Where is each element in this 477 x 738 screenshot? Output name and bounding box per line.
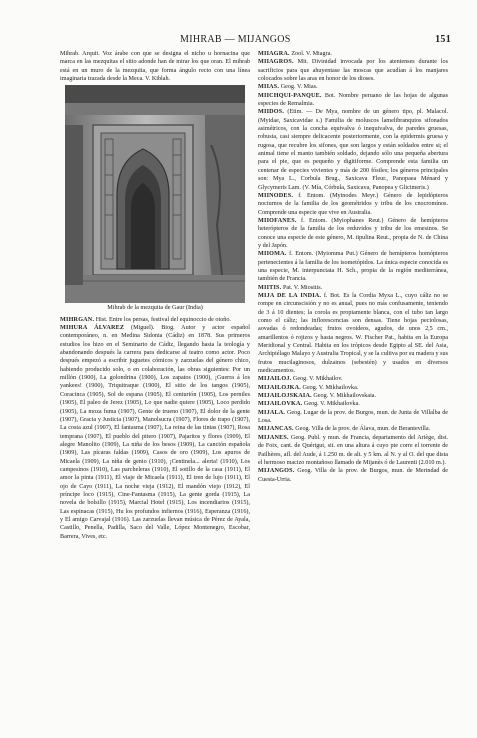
dictionary-entry — [258, 58, 448, 83]
entry-text: Geog. Villa de la prov. de Burgos, mun. de Merindad de Cuesta-Urria. — [258, 468, 448, 483]
left-column — [60, 50, 250, 541]
dictionary-entry — [258, 83, 448, 91]
dictionary-entry — [258, 108, 448, 191]
entry-headword: MIIOMA. — [258, 251, 287, 258]
dictionary-entry — [258, 409, 448, 426]
entry-text: Zool. V. Miagra. — [289, 51, 332, 57]
entry-headword: MIJANES. — [258, 434, 289, 441]
entry-headword: MIJANGOS. — [258, 468, 295, 475]
entry-text: f. Bot. Es la Cordia Myxa L., cuyo cáliz no se rompe en circunscisión y no es anual, pues no más confusamente, teniendo de 3 á 10 dientes; la corola es propiamente blanca, con el tubo tan largo como el cáliz; las inflorescencias son densas. Tiene hojas peciolosas, aovadas ó redondeadas; frutos ovoideos, agudos, de unos 2,5 cm., amarillentos ó rojizos y hasta negros. W. Fischer Pat., habita en la Europa Meridional y Central. Habita en los trópicos desde Egipto al SE. del Asia, Archipiélago Malayo y Australia Tropical, y se la cultiva por su madera y sus frutos mucilaginosos, dulzainos (sebestén) y usados en diversos medicamentos. — [258, 292, 448, 375]
entry-headword: MIJA DE LA INDIA. — [258, 292, 322, 299]
page-number: 151 — [435, 34, 451, 45]
dictionary-entry — [258, 292, 448, 375]
dictionary-entry — [258, 400, 448, 408]
entry-headword: MIITIS. — [258, 284, 282, 291]
entry-headword: MIJAILOVKA. — [258, 401, 303, 408]
dictionary-entry — [258, 392, 448, 400]
entry-text: Geog. V. Mias. — [279, 84, 318, 91]
entry-text: Geog. V. Mikhailovskaia. — [311, 393, 377, 400]
entry-text: f. Entom. (Myiomma Put.) Género de hemípteros homópteros pertenecientes á la familia de los isometópidos. La única especie conocida es una especie, M. interpunctata H. Sch., propia de la región mediterránea, también de Francia. — [258, 251, 448, 283]
entry-headword: MIIAGRA. — [258, 51, 290, 57]
entry-headword: MIINODES. — [258, 192, 294, 199]
entry-headword: MIJALA. — [258, 409, 286, 416]
entry-headword: MIIAGROS. — [258, 59, 294, 66]
entry-text: Geog. Lugar de la prov. de Burgos, mun. de Junta de Villalba de Losa. — [258, 409, 448, 425]
mihrab-photo — [65, 85, 245, 303]
entry-text: f. Entom. (Myiophanes Reut.) Género de hemípteros heterópteros de la familia de los reduvidos y tribu de los emesinos. Se conoce una especie de este género, M. tipulina Reut., propia de N. de China y del Japón. — [258, 217, 448, 249]
header-title: MIHRAB — MIJANGOS — [180, 34, 291, 45]
dictionary-entry — [60, 324, 250, 541]
dictionary-entry — [258, 192, 448, 217]
dictionary-entry — [258, 425, 448, 433]
entry-text: (Etim. — De Mya, nombre de un género tipo, pl. Malacol. (Myidae, Saxicavidae s.) Familia de moluscos lamelibranquios sifonados asimétricos, con la concha equivalva ó inequivalva, de paredes gruesas, robusta, casi siempre delicacente posteriormente, con la epidermis gruesa y rugosa, que recubre los sifones, que son largos y están soldados entre si; el animal tiene el manto también soldado, dejando sólo una pequeña abertura para el pie, que es pequeño y digitiforme. Comprende esta familia un centenar de especies vivientes y más de 200 fósiles; los géneros principales son: Mya L., Corbula Brug., Saxicava Fleur., Panopaea Ménard y Glycymeris Lam. (V. Mía, Córbula, Saxicava, Panopea y Glicimeris.) — [258, 109, 448, 191]
entry-text: f. Entom. (Myinodes Meyr.) Género de lepidópteros nocturnos de la familia de los geométridos y tribu de los cnocromínos. Comprende una especie que vive en Australia. — [258, 192, 448, 216]
entry-headword: MIJAILOJ. — [258, 376, 292, 383]
entry-headword: MIICHQUI-PANQUE. — [258, 92, 322, 99]
running-header — [0, 34, 477, 48]
dictionary-entry — [258, 92, 448, 109]
entry-headword: MIIAS. — [258, 84, 280, 91]
left-entries — [60, 316, 250, 541]
mihrab-illustration — [65, 85, 245, 303]
right-column — [258, 50, 448, 484]
entry-text: Geog. V. Mikhailovka. — [300, 384, 359, 391]
entry-headword: MIJAILOJSKAIA. — [258, 393, 312, 400]
entry-headword: MIIOFANES. — [258, 217, 297, 224]
dictionary-entry — [258, 50, 448, 58]
dictionary-entry — [258, 284, 448, 292]
entry-text: Bot. Nombre peruano de las hojas de algunas especies de Remalmia. — [258, 92, 448, 108]
dictionary-entry — [258, 250, 448, 283]
entry-text: Mit. Divinidad invocada por los atenienses durante los sacrificios para que ahuyentase las moscas que acudían á los manjares colocados sobre las aras en honor de los dioses. — [258, 59, 448, 83]
entry-text: Hist. Entre los persas, festival del equinoccio de otoño. — [94, 316, 231, 323]
entry-text: (Miguel). Biog. Autor y actor español contemporáneo, n. en Medina Sidonia (Cádiz) en 1878. Sus primeros estudios los hizo en el Seminario de Cádiz, llegando hasta la teología y abandonando después la carrera para dedicarse al teatro como actor. Poco después empezó a escribir juguetes cómicos y zarzuelas del género chico, habiendo producido solo, o en colaboración, las obras siguientes: Por un millón (1900), La golondrina (1900), Los zapatos (1900), ¡Guerra á los yankees! (1900), Triquitraque (1900), El sitio de los tangos (1905), Coracinca (1905), Sol de espana (1905), El centurión (1905), Los perniles (1905), El paleo de Jerez (1905), Lo que nadie quiere (1905), Loco perdido (1905), La moza fuma (1907), Gente de trueno (1907), El dolor de la gente (1907), Gracia y Justicia (1907), Manolsucra (1907), Flores de trapo (1907), La costa azul (1907), El fantasma (1907), La reina de las tintas (1907), Rosa temprana (1907), El pueblo del pitero (1907), Pajaritos y flores (1909), El alegre Manolito (1909), La niña de los besos (1909), La canción española (1909), Las pícaras faldas (1909), Casos de oro (1909), Los apuros de Micaela (1909), La niña de genio (1910), ¡Centinela... alerta! (1910), Los campesinos (1910), Las parcheleras (1910), El sotillo de la casa (1911), El amor la pinta (1911), El viaje de Micaela (1911), El tren de lujo (1911), El ojo de Cayo (1911), La noche vieja (1912), El mandón viejo (1912), El príncipe loco (1915), Cine-Fantasma (1915), La gente gorda (1915), La novela de bolsillo (1915), Marcial Hotel (1915), Los incendiarios (1915), Las espinacas (1915), Hu los profundos infiernos (1916), Esperanza (1916), y El amigo Carvajal (1916). Las zarzuelas llevan música de Pérez de Ayala, Castillo, Penella, Padilla, Saco del Valle, López Montenegro, Escobar, Barrera, Vives, etc. — [60, 325, 251, 540]
entry-text: Pat. V. Miositis. — [281, 284, 323, 291]
entry-text: Geog. Publ. y mun. de Francia, departamento del Ariège, dist. de Foix, cant. de Quérigut, sit. en una altura á cuyo pie corre el torrente de Pailhères, afl. del Aude, á 1.250 m. de alt. y 5 km. al N. y al O. del que dista el hermoso macizo montañoso llamado de Mijanès ó de Laurenti (2.010 m.). — [258, 434, 448, 466]
entry-text: Geog. Villa de la prov. de Álava, mun. de Berantevilla. — [293, 426, 431, 433]
entry-headword: MIHRGAN. — [60, 316, 95, 323]
dictionary-entry — [258, 375, 448, 383]
entry-headword: MIHURA ÁLVAREZ — [60, 325, 125, 332]
entry-headword: MIJAILOJKA. — [258, 384, 301, 391]
entry-mihrab: Mihrab. Arquit. Voz árabe con que se designa el nicho u hornacina que marca en las mezquitas el sitio adonde han de mirar los que oran. El mihrab está en un muro de la mezquita, que forma ángulo recto con una línea imaginaria trazada desde la Meca. V. Kiblah. — [60, 51, 250, 83]
dictionary-entry — [60, 316, 250, 324]
entry-headword: MIIDOS. — [258, 109, 285, 116]
dictionary-entry — [258, 434, 448, 467]
entry-text: Geog. V. Mikhailov. — [291, 376, 343, 383]
right-entries — [258, 50, 448, 484]
entry-headword: MIJANCAS. — [258, 426, 294, 433]
entry-text: Geog. V. Mikhailovka. — [302, 401, 360, 408]
dictionary-entry — [258, 217, 448, 250]
dictionary-entry — [258, 467, 448, 484]
dictionary-entry — [258, 384, 448, 392]
figure-caption: Mihrab de la mezquita de Gaur (India) — [107, 304, 203, 312]
